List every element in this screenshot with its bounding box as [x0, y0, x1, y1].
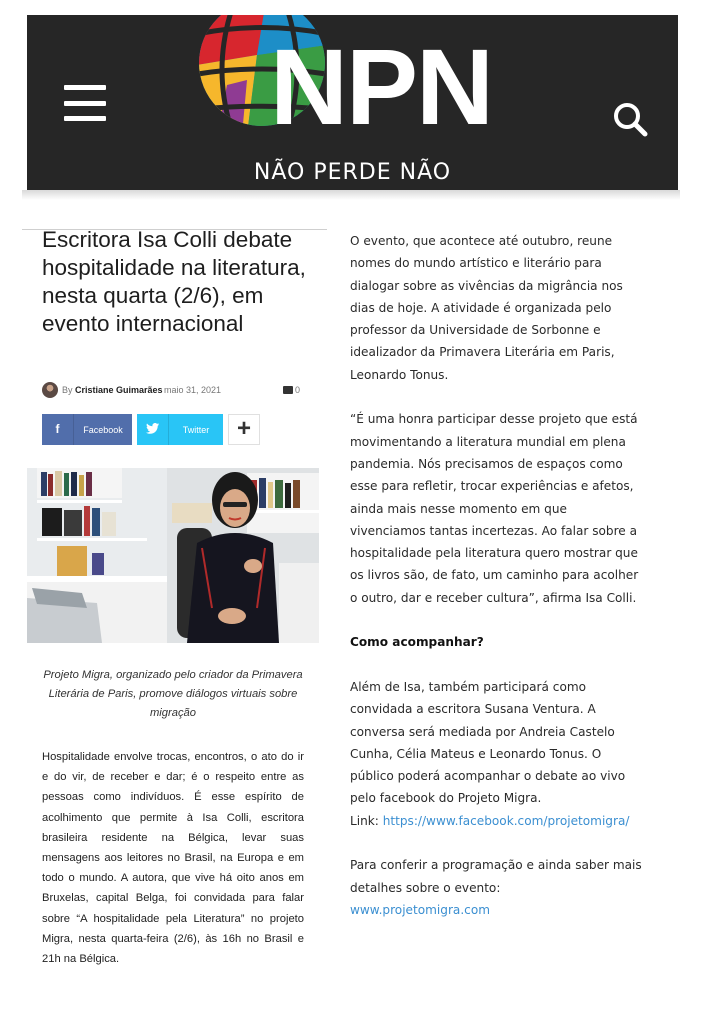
photo-caption: Projeto Migra, organizado pelo criador da Primavera Literária de Paris, promove diálogos virtuais sobre migração: [43, 669, 303, 719]
hamburger-menu-button[interactable]: [64, 85, 106, 121]
paragraph-program-text: Para conferir a programação e ainda saber mais detalhes sobre o evento:: [350, 858, 642, 895]
section-subheading: Como acompanhar?: [350, 635, 484, 650]
share-twitter-button[interactable]: [137, 414, 223, 445]
paragraph-program: [350, 854, 646, 921]
paragraph-how-to-follow-text: Além de Isa, também participará como convidada a escritora Susana Ventura. A conversa será mediada por Andreia Castelo Cunha, Célia Mateus e Leonardo Tonus. O público poderá acompanhar o debate ao vivo pelo facebook do Projeto Migra.: [350, 679, 626, 806]
project-site-link[interactable]: www.projetomigra.com: [350, 902, 491, 917]
article-meta: [42, 382, 304, 398]
article-body-left: Hospitalidade envolve trocas, encontros, o ato do ir e do vir, de receber e dar; é o respeito entre as pessoas como indivíduos. É esse espírito de acolhimento que permite à Isa Colli, escritora brasileira residente na Bélgica, levar suas mensagens aos leitores no Brasil, na Europa e em todo o mundo. A autora, que vive há oito anos em Bruxelas, capital Belga, foi convidada para falar sobre “A hospitalidade pela Literatura” no projeto Migra, nesta quarta-feira (2/6), às 16h no Brasil e 21h na Bélgica.: [42, 751, 304, 966]
share-twitter-label: Twitter: [182, 424, 210, 435]
search-icon[interactable]: [610, 99, 650, 139]
twitter-icon: [137, 414, 169, 445]
article-photo: [27, 468, 319, 643]
hamburger-icon: [64, 85, 106, 90]
link-label: Link:: [350, 813, 379, 828]
share-facebook-label: Facebook: [83, 424, 123, 435]
hamburger-icon-bar: [64, 116, 106, 121]
paragraph-how-to-follow: [350, 676, 646, 832]
article-body-right: [350, 230, 646, 944]
site-logo[interactable]: NPN: [270, 26, 493, 147]
meta-by-label: By: [62, 385, 73, 395]
hamburger-icon-bar: [64, 101, 106, 106]
share-more-button[interactable]: +: [228, 414, 260, 445]
publish-date: maio 31, 2021: [164, 385, 222, 395]
author-avatar[interactable]: [42, 382, 58, 398]
site-tagline: NÃO PERDE NÃO: [253, 160, 452, 185]
article-title: Escritora Isa Colli debate hospitalidade na literatura, nesta quarta (2/6), em evento internacional: [42, 227, 306, 336]
share-facebook-button[interactable]: [42, 414, 132, 445]
paragraph-event: O evento, que acontece até outubro, reune nomes do mundo artístico e literário para dialogar sobre as vivências da migrância nos dias de hoje. A atividade é organizada pelo professor da Universidade de Sorbonne e idealizador da Primavera Literária em Paris, Leonardo Tonus.: [350, 234, 623, 382]
author-link[interactable]: Cristiane Guimarães: [75, 385, 163, 395]
paragraph-quote: “É uma honra participar desse projeto que está movimentando a literatura mundial em plena pandemia. Nós precisamos de espaços como esse para refletir, trocar experiências e afetos, ainda mais nesse momento em que vivenciamos tantas incertezas. Ao falar sobre a hospitalidade pela literatura quero mostrar que os livros são, de fato, um caminho para acolher o outro, dar e receber cultura”, afirma Isa Colli.: [350, 412, 639, 605]
facebook-icon: f: [42, 414, 74, 445]
header-shadow: [22, 190, 680, 200]
site-header: [27, 15, 678, 190]
facebook-link[interactable]: https://www.facebook.com/projetomigra/: [382, 813, 630, 828]
comment-count-value: 0: [295, 385, 301, 395]
comment-count[interactable]: [283, 385, 300, 395]
comment-icon: [283, 386, 293, 394]
